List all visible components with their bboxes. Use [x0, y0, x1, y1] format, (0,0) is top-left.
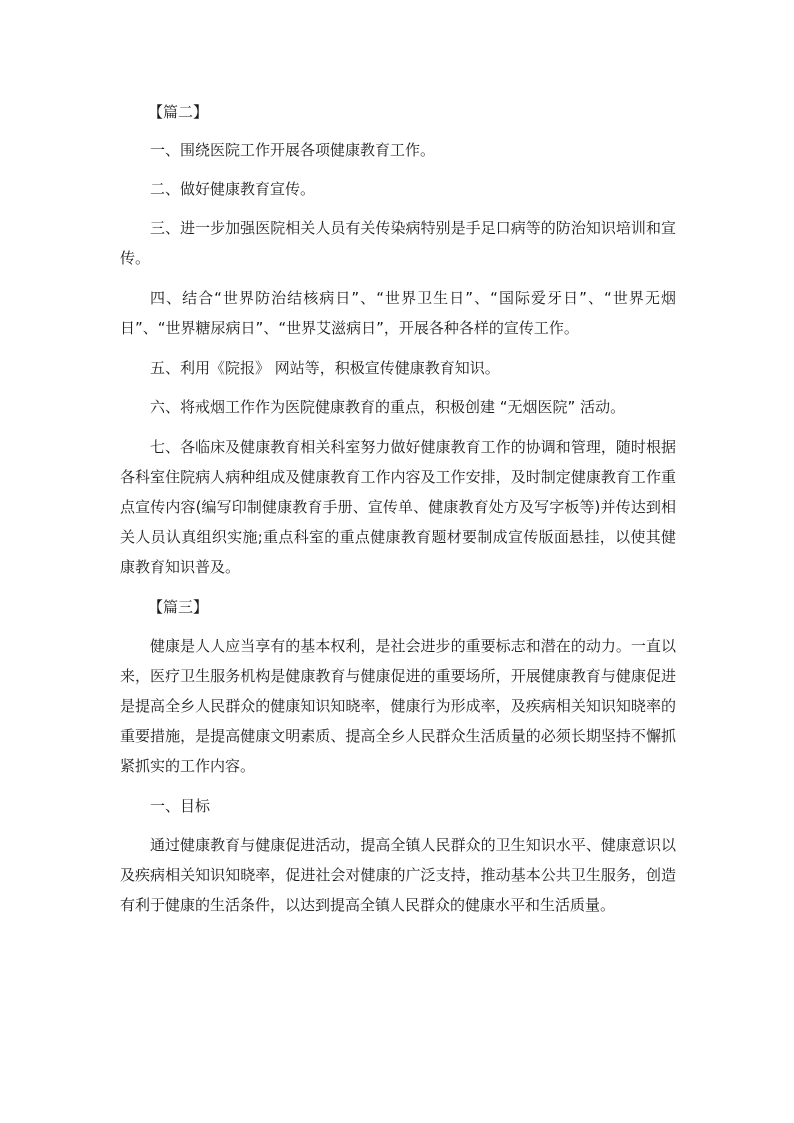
paragraph-item-4: 四、结合“世界防治结核病日”、“世界卫生日”、“国际爱牙日”、“世界无烟日”、“世界糖尿病日”、“世界艾滋病日”，开展各种各样的宣传工作。	[120, 289, 676, 337]
paragraph-intro: 健康是人人应当享有的基本权利，是社会进步的重要标志和潜在的动力。一直以来，医疗卫生服务机构是健康教育与健康促进的重要场所，开展健康教育与健康促进是提高全乡人民群众的健康知识知晓率，健康行为形成率，及疾病相关知识知晓率的重要措施，是提高健康文明素质、提高全乡人民群众生活质量的必须长期坚持不懈抓紧抓实的工作内容。	[120, 637, 676, 775]
paragraph-item-6: 六、将戒烟工作作为医院健康教育的重点，积极创建 “无烟医院” 活动。	[150, 398, 626, 416]
section-heading-part-two: 【篇二】	[148, 103, 209, 121]
section-heading-part-three: 【篇三】	[148, 598, 209, 616]
paragraph-item-2: 二、做好健康教育宣传。	[150, 180, 316, 198]
paragraph-item-5: 五、利用《院报》 网站等，积极宣传健康教育知识。	[150, 359, 500, 377]
paragraph-item-7: 七、各临床及健康教育相关科室努力做好健康教育工作的协调和管理，随时根据各科室住院病人病种组成及健康教育工作内容及工作安排，及时制定健康教育工作重点宣传内容(编写印制健康教育手册、宣传单、健康教育处方及写字板等)并传达到相关人员认真组织实施;重点科室的重点健康教育题材要制成宣传版面悬挂，以使其健康教育知识普及。	[120, 438, 676, 576]
paragraph-goal-heading: 一、目标	[150, 797, 211, 815]
paragraph-goal-text: 通过健康教育与健康促进活动，提高全镇人民群众的卫生知识水平、健康意识以及疾病相关知识知晓率，促进社会对健康的广泛支持，推动基本公共卫生服务，创造有利于健康的生活条件，以达到提高全镇人民群众的健康水平和生活质量。	[120, 836, 676, 914]
paragraph-item-1: 一、围绕医院工作开展各项健康教育工作。	[150, 141, 436, 159]
document-body	[120, 97, 676, 920]
paragraph-item-3: 三、进一步加强医院相关人员有关传染病特别是手足口病等的防治知识培训和宣传。	[120, 219, 676, 267]
